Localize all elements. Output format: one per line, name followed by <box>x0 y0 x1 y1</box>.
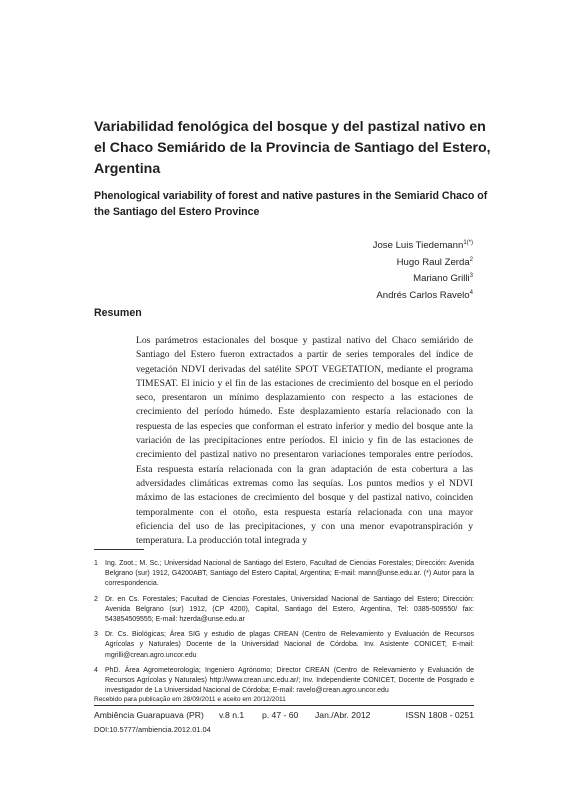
footnote-text: Dr. Cs. Biológicas; Área SIG y estudio de plagas CREAN (Centro de Relevamiento y Evaluación de Recursos Agrícolas y Naturales) Docente de la Universidad Nacional de Córdoba. Inv. Asistente CONICET; E-mail: mgrilli@crean.agro.uncor.edu <box>105 631 474 659</box>
affiliation-mark: 3 <box>469 272 473 279</box>
footnote-4 <box>94 666 474 697</box>
article-title-english: Phenological variability of forest and native pastures in the Semiarid Chaco of the Santiago del Estero Province <box>94 190 488 218</box>
resumen-heading: Resumen <box>94 307 142 319</box>
affiliation-mark: 4 <box>469 289 473 296</box>
author-name: Hugo Raul Zerda <box>396 256 470 268</box>
journal-name: Ambiência Guarapuava (PR) <box>94 710 204 720</box>
footnote-number: 1 <box>94 560 98 567</box>
footnote-2 <box>94 595 474 626</box>
footnote-3 <box>94 630 474 661</box>
author-3 <box>300 271 473 288</box>
author-name: Jose Luis Tiedemann <box>372 240 464 251</box>
journal-issn: ISSN 1808 - 0251 <box>405 710 474 720</box>
author-1 <box>300 238 473 255</box>
journal-doi: DOI:10.5777/ambiencia.2012.01.04 <box>94 725 211 734</box>
footnote-text: PhD. Área Agrometeorología; Ingeniero Agrónomo; Director CREAN (Centro de Relevamiento y Evaluación de Recursos Agrícolas y Naturales) http://www.crean.unc.edu.ar/; Inv. Independiente CONICET, Docente de Posgrado e investigador de La Universidad Nacional de Córdoba; E-mail: ravelo@crean.agro.uncor.edu <box>105 666 474 695</box>
affiliation-mark: 1(*) <box>463 239 473 246</box>
footnote-text: Dr. en Cs. Forestales; Facultad de Ciencias Forestales, Universidad Nacional de Santiago del Estero; Dirección: Avenida Belgrano (sur) 1912, (CP 4200), Capital, Santiago del Estero, Argentina, Tel: 0385-509550/ fax: 543854509555; E-mail: hzerda@unse.edu.ar <box>105 595 474 624</box>
affiliation-mark: 2 <box>469 256 473 263</box>
author-2 <box>300 255 473 272</box>
author-4 <box>300 288 473 305</box>
journal-citation <box>94 710 474 722</box>
author-name: Andrés Carlos Ravelo <box>376 289 470 301</box>
footnotes <box>94 559 474 701</box>
footnote-number: 4 <box>94 666 98 674</box>
footnote-1 <box>94 559 474 590</box>
footnote-number: 2 <box>94 595 98 603</box>
received-note: Recebido para publicação em 28/09/2011 e aceito em 20/12/2011 <box>94 696 286 703</box>
journal-date: Jan./Abr. 2012 <box>315 710 371 720</box>
article-title-spanish: Variabilidad fenológica del bosque y del pastizal nativo en el Chaco Semiárido de la Provincia de Santiago del Estero, Argentina <box>94 119 491 177</box>
author-name: Mariano Grilli <box>413 273 470 284</box>
journal-rule <box>94 705 474 706</box>
author-list <box>300 238 473 304</box>
resumen-text: Los parámetros estacionales del bosque y pastizal nativo del Chaco semiárido de Santiago del Estero fueron extractados a partir de series temporales del índice de vegetación NDVI derivadas del satélite SPOT VEGETATION, mediante el programa TIMESAT. El inicio y el fin de las estaciones de crecimiento del bosque en el período seco, presentaron un mínimo desplazamiento con respecto a las estaciones de crecimiento del período húmedo. Este desplazamiento estaría relacionado con la respuesta de las especies que conforman el estrato inferior y medio del bosque ante la variación de las precipitaciones entre períodos. El inicio y fin de las estaciones de crecimiento del pastizal nativo no presentaron variaciones temporales entre períodos. Esta respuesta estaría relacionada con la gran adaptación de esta cobertura a las adversidades climáticas extremas como las sequías. Los puntos medios y el NDVI máximo de las estaciones de crecimiento del bosque y del pastizal nativo, coinciden temporalmente con el otoño, esta respuesta estaría relacionada con una mayor eficiencia del uso de las precipitaciones, y con una menor evapotranspiración y temperatura. La producción total integrada y <box>136 335 473 547</box>
footnote-text: Ing. Zoot.; M. Sc.; Universidad Nacional de Santiago del Estero, Facultad de Ciencias Forestales; Dirección: Avenida Belgrano (sur) 1912, G4200ABT, Santiago del Estero Capital, Argentina; E-mail: mann@unse.edu.ar. (*) Autor para la correspondencia. <box>105 560 474 588</box>
journal-pages: p. 47 - 60 <box>262 710 299 720</box>
journal-volume: v.8 n.1 <box>219 710 245 720</box>
footnote-number: 3 <box>94 631 98 639</box>
footnote-rule <box>94 549 144 550</box>
